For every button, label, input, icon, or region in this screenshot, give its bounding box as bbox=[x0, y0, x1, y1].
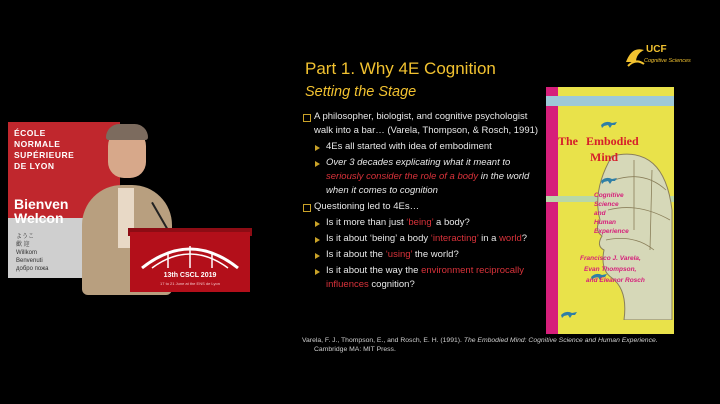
speaker-video bbox=[0, 0, 280, 404]
banner-small-2: 歡 迎 bbox=[16, 242, 30, 248]
speaker-hair bbox=[106, 124, 148, 140]
book-cover-stripe bbox=[546, 87, 558, 334]
banner-small-5: добро пожа bbox=[16, 266, 49, 272]
bullet-item bbox=[302, 232, 544, 246]
bullet-text: Is it about ‘being’ a body bbox=[326, 233, 431, 244]
book-title-the: The bbox=[558, 134, 579, 148]
bullet-text: 4Es all started with idea of embodiment bbox=[326, 141, 492, 152]
bullet-emphasis: seriously consider the role of a body bbox=[326, 171, 479, 182]
triangle-bullet-icon bbox=[315, 253, 320, 259]
banner-school-line-4: DE LYON bbox=[14, 161, 55, 171]
slide-bullet-list bbox=[302, 110, 544, 294]
banner-bienvenue: Bienven bbox=[14, 196, 69, 212]
podium-cscl-sub: 17 to 21 June at the ENS de Lyon bbox=[160, 281, 220, 286]
bullet-item bbox=[302, 216, 544, 230]
horse-runner-icon bbox=[600, 120, 618, 128]
bullet-text: world when it comes to cognition bbox=[326, 171, 530, 196]
bullet-item bbox=[302, 110, 544, 138]
book-subtitle-line: and bbox=[594, 210, 606, 217]
triangle-bullet-icon bbox=[315, 161, 320, 167]
bullet-text: the world? bbox=[412, 249, 459, 260]
square-bullet-icon bbox=[303, 204, 311, 212]
bullet-text: Over 3 decades explicating what it meant to bbox=[326, 157, 511, 168]
bullet-emphasis: reciprocally influences bbox=[326, 265, 525, 290]
bullet-emphasis: ‘using’ bbox=[385, 249, 413, 260]
bullet-emphasis: ‘interacting’ bbox=[430, 233, 479, 244]
bullet-emphasis: ‘being’ bbox=[406, 217, 434, 228]
bullet-item bbox=[302, 264, 544, 292]
triangle-bullet-icon bbox=[315, 237, 320, 243]
bullet-item bbox=[302, 248, 544, 262]
slide-citation bbox=[302, 336, 682, 354]
bullet-item bbox=[302, 140, 544, 154]
bullet-text: in the bbox=[478, 171, 507, 182]
citation-publisher: Cambridge MA: MIT Press. bbox=[314, 346, 396, 353]
bullet-text: Is it about the way the bbox=[326, 265, 422, 276]
bullet-text: Is it about the bbox=[326, 249, 386, 260]
book-subtitle-line: Experience bbox=[594, 228, 629, 235]
slide-subtitle: Setting the Stage bbox=[305, 84, 417, 100]
banner-small-3: Willkom bbox=[16, 250, 37, 256]
banner-school-line-1: ÉCOLE bbox=[14, 128, 46, 138]
bullet-text: ? bbox=[521, 233, 528, 244]
bullet-text: a body? bbox=[433, 217, 470, 228]
book-author-line: Francisco J. Varela, bbox=[580, 255, 641, 262]
bullet-text: in a bbox=[478, 233, 500, 244]
book-subtitle-line: Cognitive bbox=[594, 192, 624, 199]
bullet-item bbox=[302, 156, 544, 198]
citation-authors: Varela, F. J., Thompson, E., and Rosch, E. H. (1991). bbox=[302, 337, 464, 344]
book-title-embodied: Embodied bbox=[586, 134, 639, 148]
book-subtitle-line: Science bbox=[594, 201, 619, 208]
bullet-item bbox=[302, 200, 544, 214]
book-author-line: Evan Thompson, bbox=[584, 266, 637, 273]
book-title-mind: Mind bbox=[590, 150, 619, 164]
banner-small-4: Benvenuti bbox=[16, 258, 43, 264]
banner-school-line-2: NORMALE bbox=[14, 139, 61, 149]
book-cover-band bbox=[546, 96, 674, 106]
bridge-logo-icon bbox=[138, 236, 242, 270]
citation-book-title: The Embodied Mind: Cognitive Science and Human Experience. bbox=[463, 337, 658, 344]
book-subtitle-line: Human bbox=[594, 219, 617, 226]
ucf-logo-text: UCF bbox=[646, 44, 667, 55]
bullet-emphasis: environment bbox=[421, 265, 474, 276]
triangle-bullet-icon bbox=[315, 269, 320, 275]
banner-welcome: Welcon bbox=[14, 210, 64, 226]
horse-runner-icon bbox=[560, 310, 578, 318]
bullet-text: Questioning led to 4Es… bbox=[314, 201, 420, 212]
horse-runner-icon bbox=[600, 176, 618, 184]
bullet-text: Is it more than just bbox=[326, 217, 407, 228]
banner-school-line-3: SUPÉRIEURE bbox=[14, 150, 75, 160]
ucf-logo-subtext: Cognitive Sciences bbox=[644, 58, 691, 64]
bullet-emphasis: world bbox=[499, 233, 522, 244]
banner-small-1: ようこ bbox=[16, 234, 35, 240]
triangle-bullet-icon bbox=[315, 145, 320, 151]
podium-cscl-label: 13th CSCL 2019 bbox=[163, 272, 217, 279]
bullet-text: A philosopher, biologist, and cognitive psychologist walk into a bar… (Varela, Thompson, & Rosch, 1991) bbox=[314, 111, 539, 136]
book-author-line: and Eleanor Rosch bbox=[586, 277, 645, 284]
triangle-bullet-icon bbox=[315, 221, 320, 227]
bullet-text: cognition? bbox=[368, 279, 415, 290]
slide-title: Part 1. Why 4E Cognition bbox=[305, 59, 496, 78]
square-bullet-icon bbox=[303, 114, 311, 122]
